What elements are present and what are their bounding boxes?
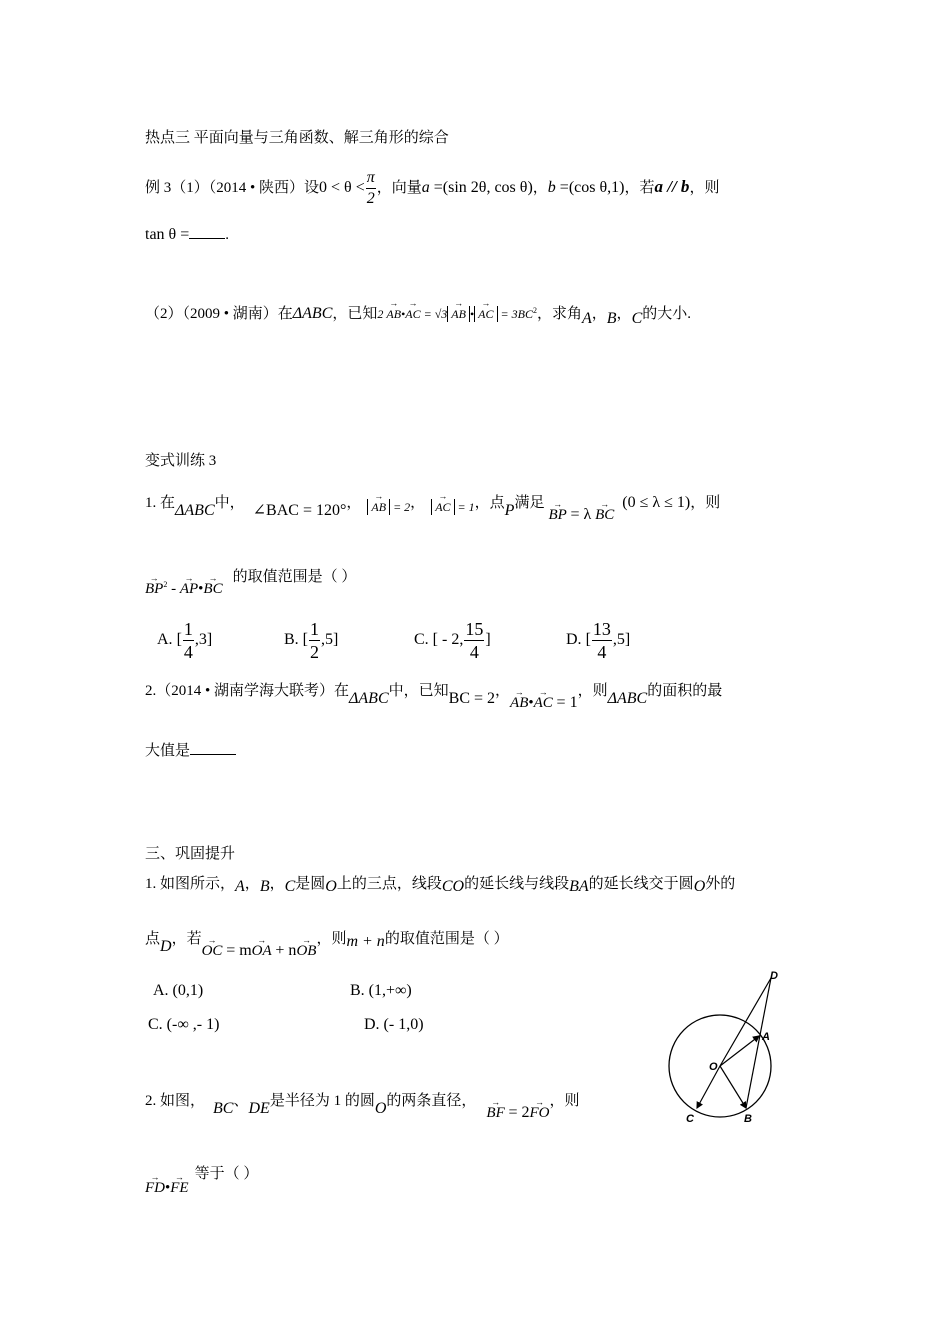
label-c: C — [686, 1113, 694, 1125]
point-a: A — [235, 878, 245, 895]
text: ，则 — [549, 1093, 580, 1109]
option-d[interactable]: D. (- 1,0) — [364, 1016, 424, 1033]
section3-q2-line2 — [145, 1163, 259, 1196]
q1-label: 1. 如图所示， — [145, 876, 236, 892]
text: ，求角 — [536, 306, 582, 322]
text: 外的 — [705, 876, 736, 892]
fd-fe-product: → FD•→ FE — [145, 1180, 189, 1196]
text: ，则 — [316, 931, 347, 947]
example3-part1 — [145, 170, 719, 207]
diameter-de: DE — [248, 1100, 270, 1117]
text: 中， — [214, 495, 245, 511]
ex3-part2-label: （2）（2009 • 湖南）在 — [145, 306, 293, 322]
text: ， — [410, 495, 426, 511]
theta-condition: 0 < θ < — [319, 178, 365, 196]
section3-q1 — [145, 873, 735, 895]
q2-label: 2.（2014 • 湖南学海大联考）在 — [145, 683, 350, 699]
text: ，则 — [690, 495, 721, 511]
circle-o: O — [374, 1100, 387, 1117]
section-title: 热点三 平面向量与三角函数、解三角形的综合 — [145, 130, 449, 146]
vector-a: a — [421, 178, 430, 196]
text: 的面积的最 — [647, 683, 723, 699]
angle-a: A — [581, 310, 592, 327]
tan-theta: tan θ = — [145, 226, 190, 243]
text: 是圆 — [295, 876, 326, 892]
parallel-condition: a // b — [654, 176, 690, 196]
text: ，点 — [474, 495, 505, 511]
option-b[interactable]: B. (1,+∞) — [350, 982, 412, 999]
text: 上的三点，线段 — [336, 876, 442, 892]
angle-b: B — [606, 310, 617, 327]
point-d: D — [160, 938, 172, 955]
text: 中，已知 — [388, 683, 449, 699]
text: 的延长线与线段 — [464, 876, 570, 892]
vector-b: b — [547, 178, 556, 196]
text: 等于（ ） — [194, 1166, 259, 1182]
text: 的取值范围是（ ） — [232, 569, 357, 585]
triangle-abc: ΔABC — [349, 690, 389, 707]
vector-b-value: =(cos θ,1) — [555, 178, 625, 196]
circle-o: O — [325, 878, 337, 895]
q2-label: 2. 如图， — [145, 1093, 206, 1109]
option-b[interactable]: B. [ $\frac{1}{2}$ ,5] — [284, 619, 339, 662]
variation-heading: 变式训练 3 — [145, 453, 217, 469]
angle-c: C — [631, 310, 643, 327]
text: ，向量 — [376, 179, 422, 196]
tan-answer-line — [145, 224, 229, 246]
variation-q2 — [145, 680, 723, 711]
point-p: P — [504, 502, 515, 519]
text: 的延长线交于圆 — [588, 876, 694, 892]
vector-equation: → OC = m→ OA + n→ OB — [202, 943, 317, 959]
circle-o: O — [693, 878, 706, 895]
example3-part2 — [145, 300, 691, 325]
text: 满足 — [514, 495, 545, 511]
option-a[interactable]: A. [ $\frac{1}{4}$ ,3] — [157, 619, 213, 662]
text: 的大小. — [642, 306, 691, 322]
point-b: B — [259, 878, 270, 895]
bp-equation: → BP = λ → BC — [548, 507, 614, 523]
angle-bac: ∠BAC = 120° — [252, 502, 347, 519]
segment-co: CO — [441, 878, 465, 895]
q1-number: 1. 在 — [145, 495, 176, 511]
text: ，则 — [689, 179, 720, 196]
label-b: B — [744, 1113, 752, 1125]
given-equation: 2 → AB•→ AC = √3→ AB •→ AC = $3BC^2$ — [377, 307, 537, 321]
text: ，已知 — [332, 306, 378, 322]
text: . — [225, 227, 229, 243]
option-a[interactable]: A. (0,1) — [153, 982, 204, 999]
point-c: C — [284, 878, 296, 895]
text: 的取值范围是（ ） — [384, 931, 509, 947]
abs-ac: → $_{AC = 1}$ — [431, 500, 474, 514]
text: ，若 — [171, 931, 202, 947]
diameter-bc: BC — [213, 1100, 234, 1117]
expression: → $BP^2$ - → AP•→ BC — [145, 581, 223, 597]
triangle-abc: ΔABC — [292, 305, 333, 322]
line-o-to-d — [720, 978, 771, 1066]
option-c[interactable]: C. (-∞ ,- 1) — [148, 1016, 220, 1033]
lambda-range: (0 ≤ λ ≤ 1) — [622, 494, 691, 511]
label-o: O — [709, 1061, 718, 1073]
dot-product-eq: → AB•→ AC = 1 — [510, 695, 578, 711]
text: ， — [346, 495, 362, 511]
triangle-abc: ΔABC — [175, 502, 215, 519]
text: 、 — [233, 1093, 249, 1109]
circle-figure — [660, 962, 800, 1132]
variation-q2-line2 — [145, 740, 236, 762]
section3-q2 — [145, 1090, 580, 1121]
option-c[interactable]: C. [ - 2, $\frac{15}{4}$ ] — [414, 619, 491, 662]
text: ， — [591, 306, 607, 322]
vector-oa — [720, 1036, 759, 1066]
text: ， — [495, 683, 511, 699]
m-plus-n: m + n — [346, 933, 385, 950]
text: ，若 — [624, 179, 655, 196]
pi-over-2: $\frac{\pi}{2}$ — [366, 169, 375, 207]
label-d: D — [770, 970, 778, 982]
ex3-label: 例 3（1）（2014 • 陕西）设 — [145, 179, 320, 196]
label-a: A — [762, 1031, 770, 1043]
triangle-abc: ΔABC — [607, 690, 648, 707]
text: ， — [532, 179, 548, 196]
bf-equation: → BF = 2→ FO — [486, 1105, 549, 1121]
variation-q1 — [145, 492, 721, 523]
text: 大值是 — [145, 743, 191, 759]
section3-heading: 三、巩固提升 — [145, 846, 236, 862]
segment-ba: BA — [569, 878, 589, 895]
bc-length: BC = 2 — [448, 690, 496, 707]
answer-blank — [189, 238, 225, 239]
text: ， — [244, 876, 260, 892]
text: ，则 — [577, 683, 608, 699]
text: 是半径为 1 的圆 — [269, 1093, 375, 1109]
option-d[interactable]: D. [ $\frac{13}{4}$ ,5] — [566, 619, 631, 662]
abs-ab: → $_{AB = 2}$ — [367, 500, 410, 514]
text: ， — [269, 876, 285, 892]
vector-a-value: =(sin 2θ, cos θ) — [429, 178, 533, 196]
text: 的两条直径， — [386, 1093, 477, 1109]
text: ， — [616, 306, 632, 322]
variation-q1-expression — [145, 562, 357, 597]
section3-q1-line2 — [145, 928, 509, 959]
vector-ob — [720, 1066, 746, 1108]
answer-blank — [190, 754, 236, 755]
text: 点 — [145, 931, 161, 947]
